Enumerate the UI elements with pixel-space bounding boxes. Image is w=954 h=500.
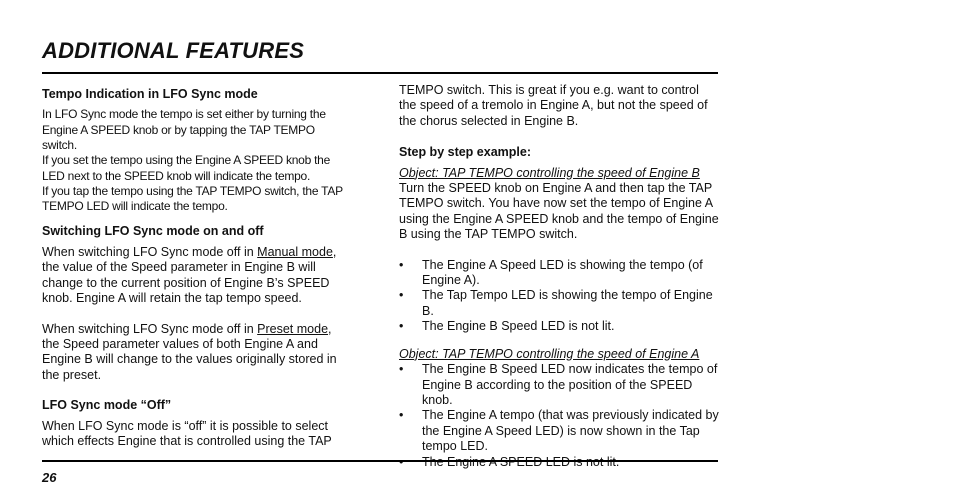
text: When switching LFO Sync mode off in: [42, 321, 258, 336]
bullet-icon: •: [399, 288, 404, 303]
list-item-text: The Engine B Speed LED is not lit.: [422, 319, 615, 334]
paragraph: [42, 322, 352, 384]
section-heading-switching-lfo: Switching LFO Sync mode on and off: [42, 224, 264, 239]
bullet-icon: •: [399, 362, 404, 377]
paragraph: Turn the SPEED knob on Engine A and then tap the TAP TEMPO switch. You have now set the tempo of Engine A using the Engine A SPEED knob and the tempo of Engine B using the TAP TEMPO switch.: [399, 181, 719, 242]
object-heading-engine-b: Object: TAP TEMPO controlling the speed of Engine B: [399, 165, 700, 180]
list-item-text: The Engine A tempo (that was previously indicated by the Engine A Speed LED) is now shown in the Tap tempo LED.: [422, 408, 719, 454]
list-item: [399, 362, 719, 408]
section-heading-tempo-indication: Tempo Indication in LFO Sync mode: [42, 87, 258, 101]
text: When switching LFO Sync mode off in: [42, 244, 258, 259]
bullet-list-1: [399, 258, 719, 335]
step-by-step-heading: Step by step example:: [399, 145, 531, 160]
bullet-icon: [399, 455, 403, 470]
bullet-icon: •: [399, 319, 404, 334]
paragraph: TEMPO switch. This is great if you e.g. want to control the speed of a tremolo in Engine A, but not the speed of the chorus selected in Engine B.: [399, 83, 708, 128]
paragraph: If you set the tempo using the Engine A SPEED knob the LED next to the SPEED knob will indicate the tempo.: [42, 153, 331, 183]
right-column: [399, 83, 719, 470]
bullet-icon: •: [399, 408, 404, 423]
list-item: [399, 258, 719, 289]
top-rule: [42, 72, 718, 74]
paragraph: [42, 245, 352, 307]
page-title: ADDITIONAL FEATURES: [42, 38, 305, 63]
bullet-icon: •: [399, 257, 404, 272]
list-item: [399, 319, 719, 334]
list-item: [399, 288, 719, 319]
paragraph: In LFO Sync mode the tempo is set either by turning the Engine A SPEED knob or by tapping the TAP TEMPO switch.: [42, 107, 326, 152]
page-number: 26: [42, 470, 57, 485]
paragraph: If you tap the tempo using the TAP TEMPO switch, the TAP TEMPO LED will indicate the tempo.: [42, 183, 343, 214]
bottom-rule: [42, 460, 718, 462]
text: , the Speed parameter values of both Engine A and Engine B will change to the values originally stored in the preset.: [42, 321, 337, 382]
preset-mode-link: Preset mode: [257, 321, 329, 336]
list-item: [399, 408, 719, 454]
bullet-list-2: [399, 362, 719, 470]
list-item-text: The Engine A Speed LED is showing the tempo (of Engine A).: [422, 257, 703, 288]
list-item-text: The Tap Tempo LED is showing the tempo of Engine B.: [422, 288, 713, 318]
list-item-text: The Engine B Speed LED now indicates the tempo of Engine B according to the position of the SPEED knob.: [422, 362, 718, 407]
text: , the value of the Speed parameter in Engine B will change to the current position of Engine B’s SPEED knob. Engine A will retain the tap tempo speed.: [42, 244, 337, 306]
list-item: [399, 455, 719, 470]
paragraph: When LFO Sync mode is “off” it is possible to select which effects Engine that is controlled using the TAP: [42, 418, 332, 448]
left-column: [42, 87, 352, 449]
object-heading-engine-a: Object: TAP TEMPO controlling the speed of Engine A: [399, 346, 700, 361]
manual-mode-link: Manual mode: [257, 244, 333, 259]
section-heading-lfo-off: LFO Sync mode “Off”: [42, 398, 172, 413]
